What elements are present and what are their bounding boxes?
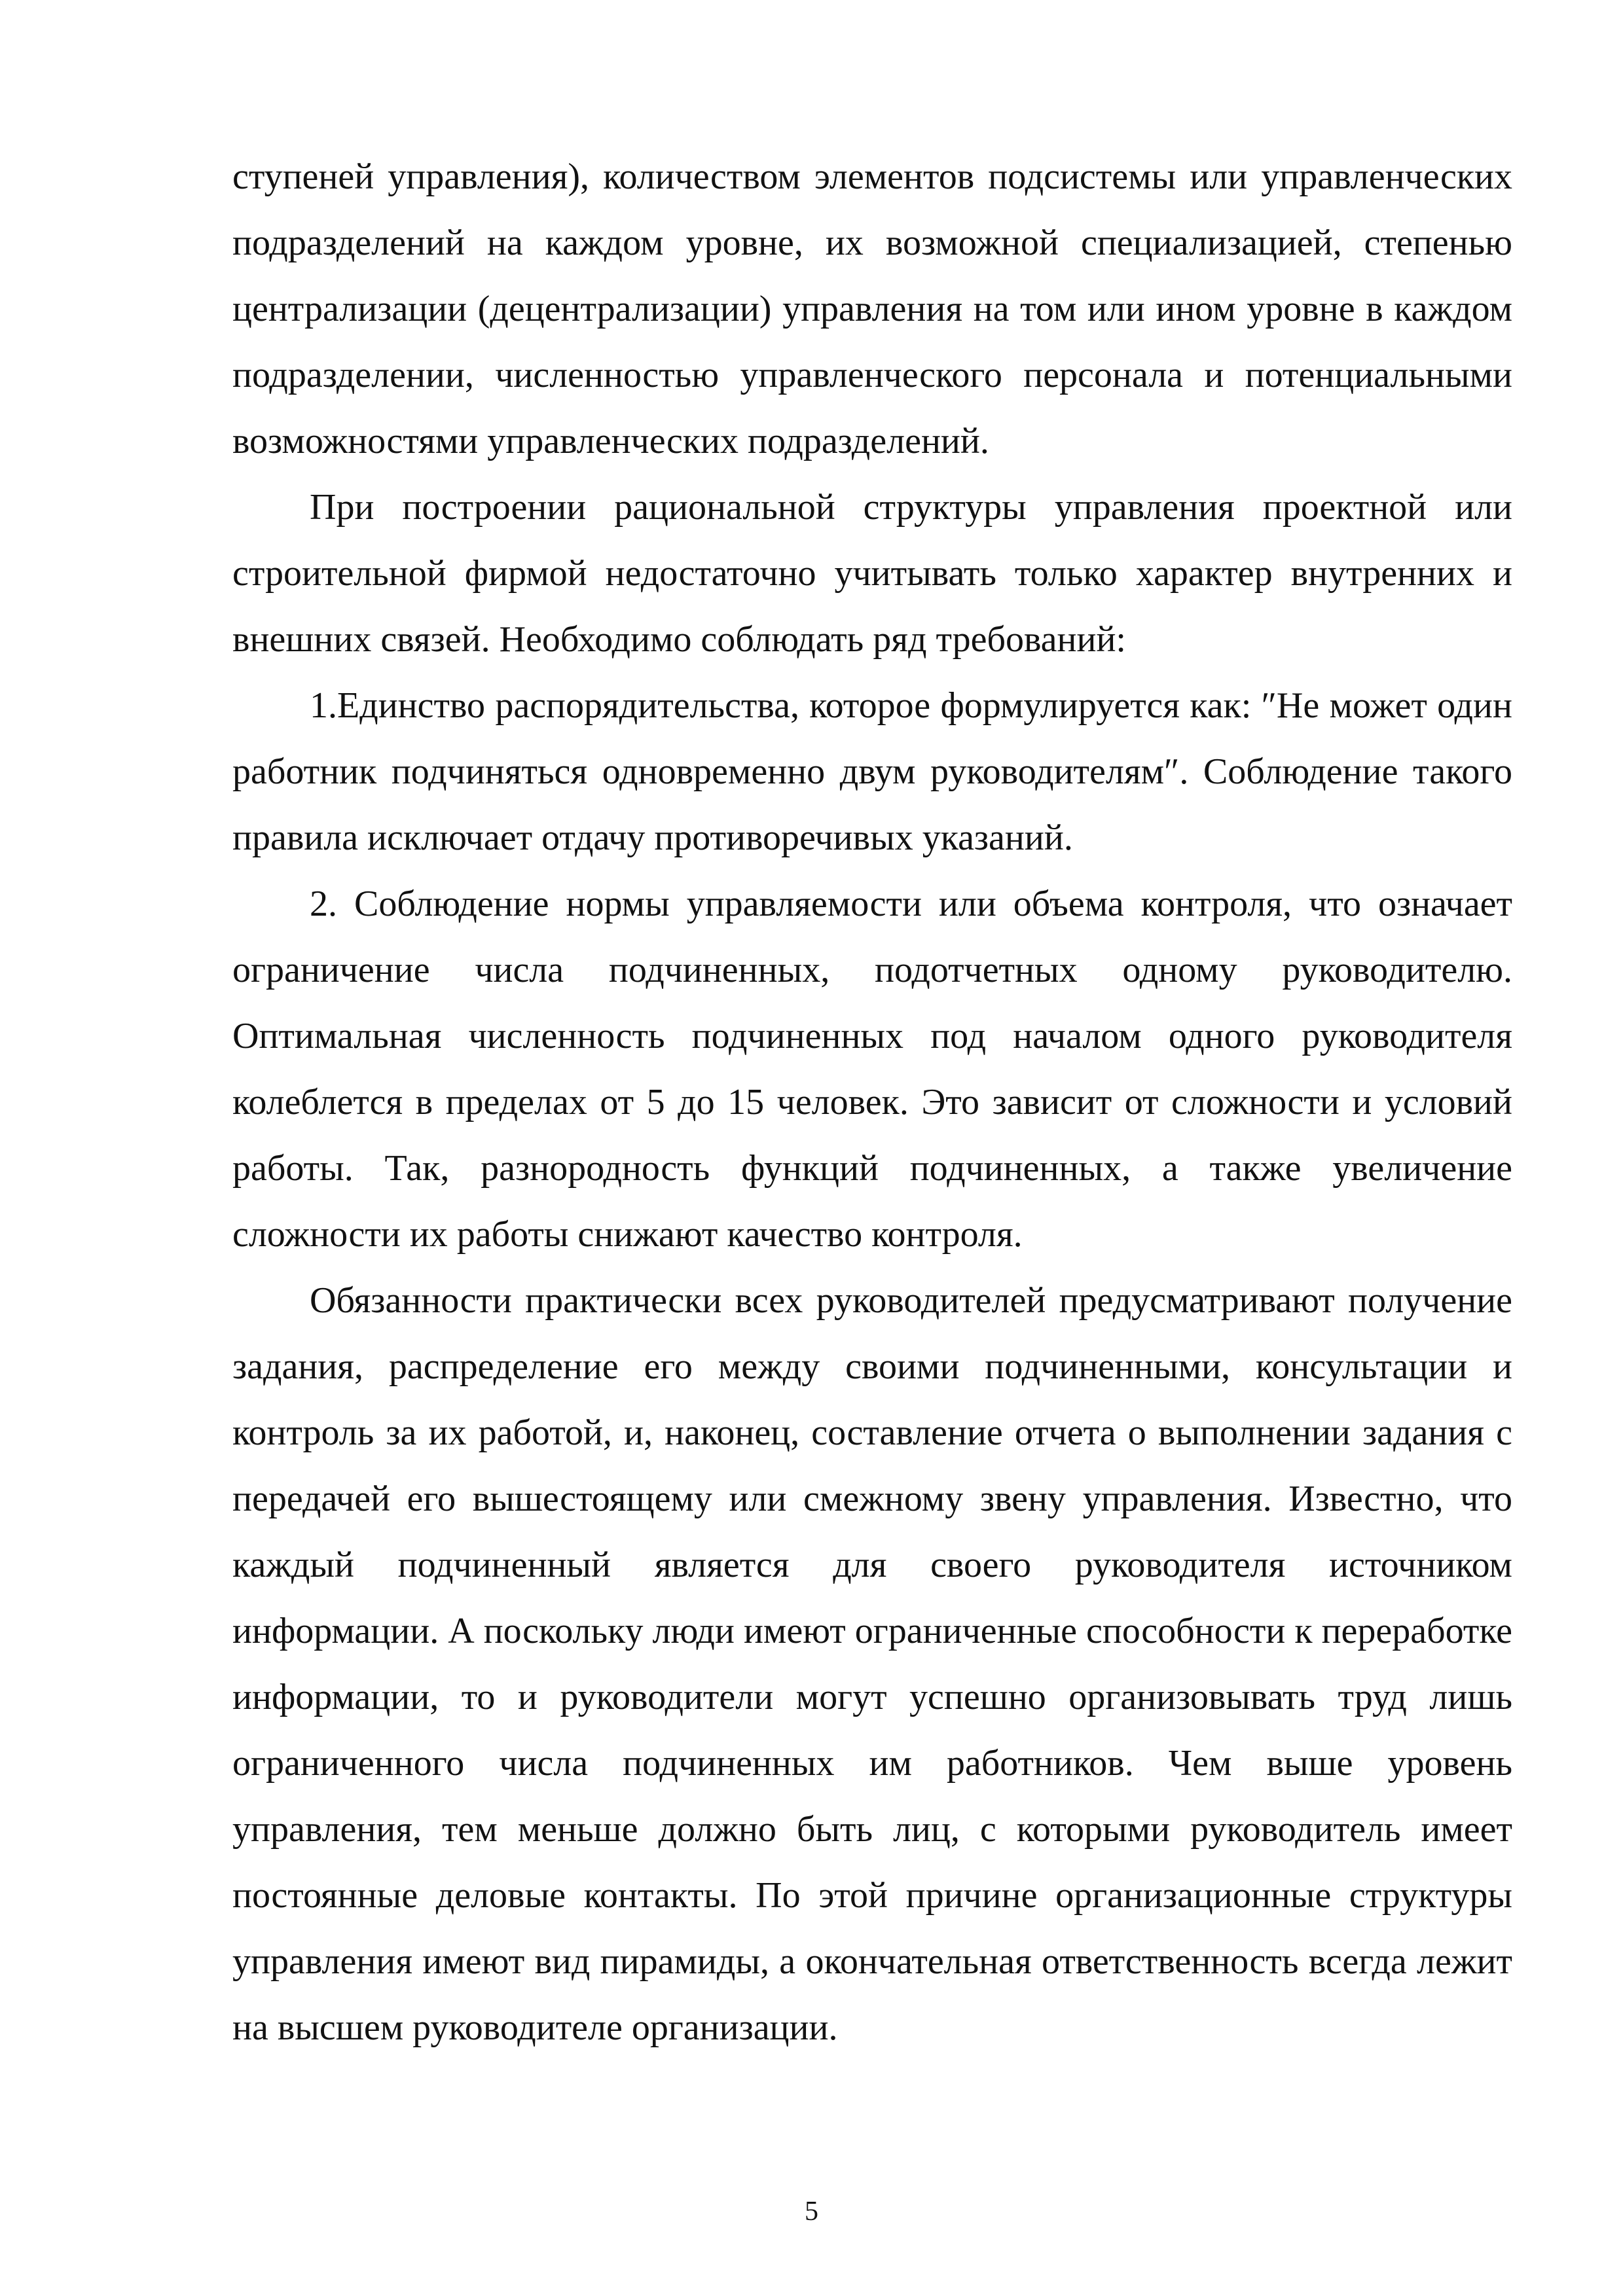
paragraph-unity-of-command: 1.Единство распорядительства, которое формулируется как: ″Не может один работник подчиняться одновременно двум руководителям″. Соблюдение такого правила исключает отдачу противоречивых указаний. — [232, 685, 1512, 858]
paragraph-structure-requirements: При построении рациональной структуры управления проектной или строительной фирмой недостаточно учитывать только характер внутренних и внешних связей. Необходимо соблюдать ряд требований: — [232, 487, 1512, 660]
paragraph-span-of-control: 2. Соблюдение нормы управляемости или объема контроля, что означает ограничение числа подчиненных, подотчетных одному руководителю. Оптимальная численность подчиненных под началом одного руководителя колеблется в пределах от 5 до 15 человек. Это зависит от сложности и условий работы. Так, разнородность функций подчиненных, а также увеличение сложности их работы снижают качество контроля. — [232, 884, 1512, 1255]
page-number: 5 — [805, 2197, 818, 2227]
paragraph-manager-duties: Обязанности практически всех руководителей предусматривают получение задания, распределение его между своими подчиненными, консультации и контроль за их работой, и, наконец, составление отчета о выполнении задания с передачей его вышестоящему или смежному звену управления. Известно, что каждый подчиненный является для своего руководителя источником информации. А поскольку люди имеют ограниченные способности к переработке информации, то и руководители могут успешно организовывать труд лишь ограниченного числа подчиненных им работников. Чем выше уровень управления, тем меньше должно быть лиц, с которыми руководитель имеет постоянные деловые контакты. По этой причине организационные структуры управления имеют вид пирамиды, а окончательная ответственность всегда лежит на высшем руководителе организации. — [232, 1280, 1512, 2048]
body-text — [232, 144, 1512, 2061]
paragraph-continuation: ступеней управления), количеством элементов подсистемы или управленческих подразделений на каждом уровне, их возможной специализацией, степенью централизации (децентрализации) управления на том или ином уровне в каждом подразделении, численностью управленческого персонала и потенциальными возможностями управленческих подразделений. — [232, 156, 1512, 461]
